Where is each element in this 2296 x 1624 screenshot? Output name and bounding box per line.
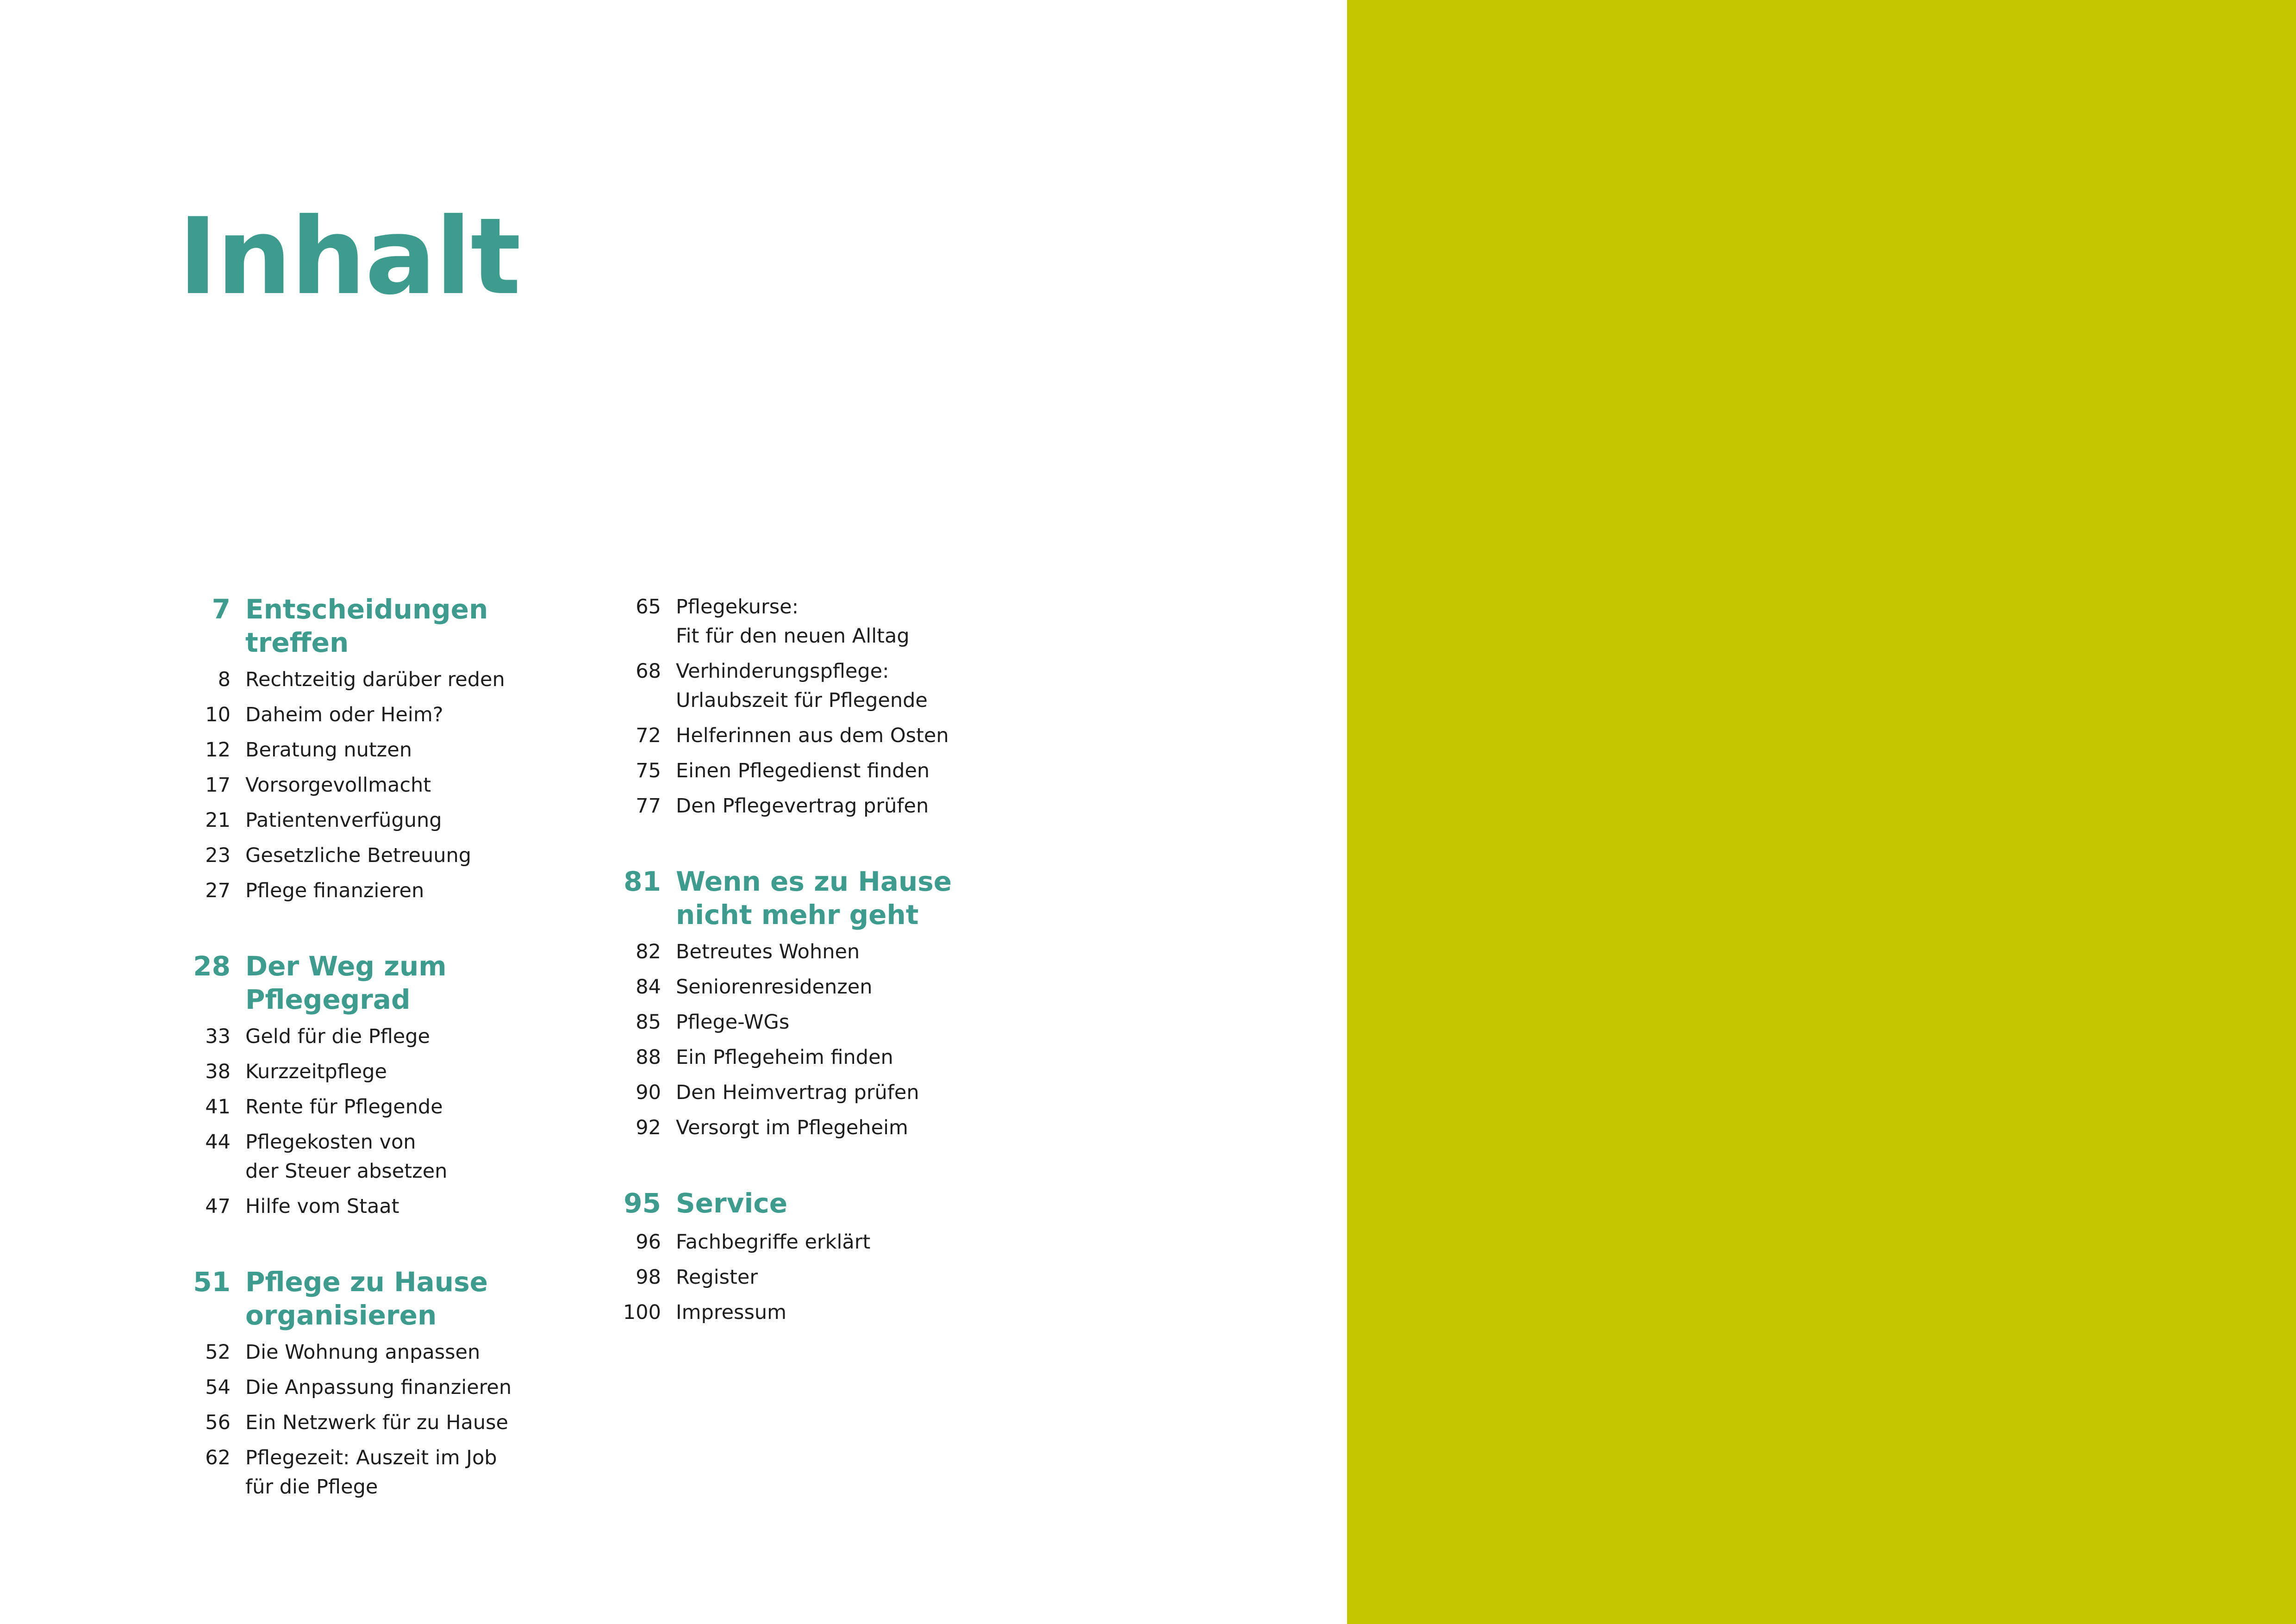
toc-section <box>606 593 1014 821</box>
chapter-title: Entscheidungen treffen <box>245 593 488 658</box>
toc-entry <box>606 1113 1014 1143</box>
entry-title: Rechtzeitig darüber reden <box>245 668 505 691</box>
toc-column-1 <box>176 593 583 1546</box>
entry-title: Die Anpassung finanzieren <box>245 1376 512 1399</box>
chapter-heading <box>176 593 583 659</box>
entry-page-number: 92 <box>636 1116 661 1139</box>
entry-title: Patientenverfügung <box>245 809 442 832</box>
entry-title: Pflegekosten von der Steuer absetzen <box>245 1131 448 1183</box>
toc-section <box>606 865 1014 1143</box>
toc-entry <box>176 1128 583 1186</box>
entry-page-number: 75 <box>636 759 661 782</box>
entry-page-number: 68 <box>636 660 661 683</box>
toc-section <box>176 949 583 1221</box>
chapter-heading <box>176 1265 583 1332</box>
toc-entry <box>176 1022 583 1051</box>
toc-entry <box>606 756 1014 786</box>
entry-title: Rente für Pflegende <box>245 1095 443 1118</box>
chapter-heading <box>606 865 1014 931</box>
entry-title: Pflegekurse: Fit für den neuen Alltag <box>676 595 910 648</box>
entry-title: Betreutes Wohnen <box>676 940 860 963</box>
toc-entry <box>606 1043 1014 1072</box>
entry-page-number: 44 <box>205 1131 231 1154</box>
entry-title: Pflege finanzieren <box>245 879 424 902</box>
toc-entry <box>176 841 583 870</box>
entry-page-number: 8 <box>218 668 231 691</box>
toc-entry <box>176 1408 583 1437</box>
chapter-heading <box>606 1187 1014 1222</box>
toc-entry <box>606 1263 1014 1292</box>
entry-title: Die Wohnung anpassen <box>245 1341 480 1364</box>
toc-entry <box>176 1443 583 1502</box>
entry-page-number: 65 <box>636 595 661 618</box>
toc-entry <box>176 1192 583 1221</box>
entry-page-number: 62 <box>205 1446 231 1469</box>
toc-section <box>176 1265 583 1502</box>
entry-title: Gesetzliche Betreuung <box>245 844 472 867</box>
entry-title: Pflege-WGs <box>676 1011 790 1034</box>
chapter-title: Der Weg zum Pflegegrad <box>245 950 447 1015</box>
toc-entry <box>176 736 583 765</box>
entry-page-number: 27 <box>205 879 231 902</box>
toc-entry <box>606 1078 1014 1107</box>
entry-page-number: 85 <box>636 1011 661 1034</box>
chapter-title: Wenn es zu Hause nicht mehr geht <box>676 866 952 931</box>
entry-title: Daheim oder Heim? <box>245 703 443 726</box>
page-title: Inhalt <box>178 195 520 318</box>
entry-title: Einen Pflegedienst finden <box>676 759 930 782</box>
toc-column-2 <box>606 593 1014 1371</box>
entry-page-number: 84 <box>636 975 661 999</box>
entry-title: Ein Netzwerk für zu Hause <box>245 1411 508 1434</box>
entry-page-number: 100 <box>623 1301 661 1324</box>
toc-entry <box>606 593 1014 651</box>
entry-title: Impressum <box>676 1301 786 1324</box>
chapter-title: Pflege zu Hause organisieren <box>245 1266 488 1331</box>
entry-page-number: 23 <box>205 844 231 867</box>
entry-page-number: 21 <box>205 809 231 832</box>
entry-title: Fachbegriffe erklärt <box>676 1230 871 1254</box>
chapter-number: 95 <box>624 1187 661 1219</box>
forms-panel <box>1347 0 2296 1624</box>
toc-entry <box>606 1298 1014 1327</box>
entry-title: Beratung nutzen <box>245 738 412 762</box>
toc-section <box>176 593 583 906</box>
entry-page-number: 96 <box>636 1230 661 1254</box>
entry-page-number: 56 <box>205 1411 231 1434</box>
toc-entry <box>176 1057 583 1087</box>
toc-entry <box>176 771 583 800</box>
entry-page-number: 10 <box>205 703 231 726</box>
entry-page-number: 90 <box>636 1081 661 1104</box>
entry-title: Seniorenresidenzen <box>676 975 873 999</box>
entry-title: Verhinderungspflege: Urlaubszeit für Pflegende <box>676 660 928 712</box>
entry-page-number: 47 <box>205 1195 231 1218</box>
toc-entry <box>606 973 1014 1002</box>
toc-entry <box>176 1373 583 1402</box>
toc-entry <box>176 806 583 835</box>
entry-title: Versorgt im Pflegeheim <box>676 1116 908 1139</box>
chapter-heading <box>176 949 583 1016</box>
entry-title: Hilfe vom Staat <box>245 1195 399 1218</box>
entry-title: Ein Pflegeheim finden <box>676 1046 893 1069</box>
toc-entry <box>176 876 583 906</box>
chapter-number: 51 <box>193 1266 231 1298</box>
chapter-number: 7 <box>212 593 231 625</box>
toc-entry <box>606 792 1014 821</box>
entry-title: Den Pflegevertrag prüfen <box>676 794 929 818</box>
entry-page-number: 82 <box>636 940 661 963</box>
entry-page-number: 77 <box>636 794 661 818</box>
entry-page-number: 41 <box>205 1095 231 1118</box>
entry-page-number: 52 <box>205 1341 231 1364</box>
entry-page-number: 17 <box>205 774 231 797</box>
entry-page-number: 12 <box>205 738 231 762</box>
entry-page-number: 72 <box>636 724 661 747</box>
entry-title: Vorsorgevollmacht <box>245 774 431 797</box>
entry-title: Pflegezeit: Auszeit im Job für die Pflege <box>245 1446 497 1499</box>
entry-page-number: 88 <box>636 1046 661 1069</box>
toc-entry <box>606 1228 1014 1257</box>
entry-title: Geld für die Pflege <box>245 1025 430 1048</box>
toc-entry <box>606 937 1014 967</box>
entry-page-number: 98 <box>636 1266 661 1289</box>
toc-entry <box>176 1338 583 1367</box>
entry-page-number: 38 <box>205 1060 231 1083</box>
toc-entry <box>176 665 583 694</box>
toc-entry <box>606 1008 1014 1037</box>
entry-title: Kurzzeitpflege <box>245 1060 387 1083</box>
toc-entry <box>606 721 1014 750</box>
entry-title: Register <box>676 1266 758 1289</box>
entry-page-number: 54 <box>205 1376 231 1399</box>
entry-page-number: 33 <box>205 1025 231 1048</box>
entry-title: Den Heimvertrag prüfen <box>676 1081 919 1104</box>
chapter-number: 81 <box>624 866 661 897</box>
toc-section <box>606 1187 1014 1327</box>
toc-entry <box>176 1093 583 1122</box>
toc-entry <box>606 657 1014 715</box>
chapter-number: 28 <box>193 950 231 982</box>
entry-title: Helferinnen aus dem Osten <box>676 724 949 747</box>
toc-entry <box>176 700 583 730</box>
chapter-title: Service <box>676 1187 788 1219</box>
